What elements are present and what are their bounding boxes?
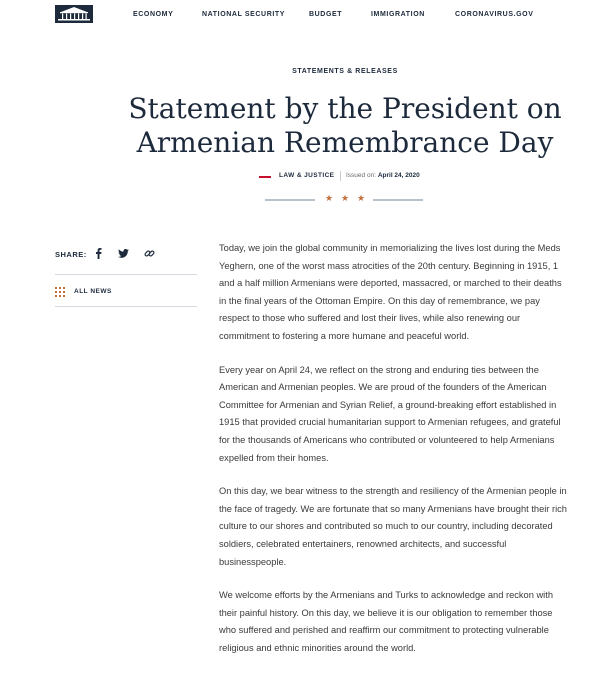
article-body — [219, 240, 571, 673]
article-paragraph: Every year on April 24, we reflect on the strong and enduring ties between the American and Armenian peoples. We are proud of the founders of the American Committee for Armenian and Syrian Relief, a ground-breaking effort established in 1915 that provided crucial humanitarian support to Armenian refugees, and grateful for the thousands of Americans who contributed or volunteered to help Armenians expelled from their homes. — [219, 364, 561, 463]
category-eyebrow[interactable]: STATEMENTS & RELEASES — [292, 68, 398, 75]
sidebar-divider — [55, 274, 197, 275]
post-meta — [0, 171, 600, 183]
white-house-logo-icon[interactable] — [55, 5, 93, 23]
nav-immigration[interactable]: IMMIGRATION — [371, 11, 425, 18]
star-icon: ★ — [325, 193, 334, 203]
issued-date — [346, 172, 420, 179]
star-icon: ★ — [357, 193, 366, 203]
issue-category-link[interactable]: LAW & JUSTICE — [279, 172, 335, 179]
article-paragraph: On this day, we bear witness to the strength and resiliency of the Armenian people in the face of tragedy. We are fortunate that so many Armenians have brought their rich culture to our shores and contributed so much to our country, including decorated soldiers, celebrated entertainers, renowned architects, and successful businesspeople. — [219, 486, 567, 567]
divider-line-right — [373, 199, 423, 201]
nav-budget[interactable]: BUDGET — [309, 11, 343, 18]
issued-date-value: April 24, 2020 — [377, 172, 420, 179]
sidebar-divider — [55, 306, 197, 307]
star-icon: ★ — [341, 193, 350, 203]
nav-coronavirus[interactable]: CORONAVIRUS.GOV — [455, 11, 534, 18]
page-title — [0, 92, 600, 160]
all-news-label: ALL NEWS — [74, 288, 112, 295]
grid-icon — [55, 287, 65, 297]
article-paragraph: Today, we join the global community in memorializing the lives lost during the Meds Yeghern, one of the worst mass atrocities of the 20th century. Beginning in 1915, 1 and a half million Armenians were deported, massacred, or marched to their deaths in the final years of the Ottoman Empire. On this day of remembrance, we pay respect to those who suffered and lost their lives, while also renewing our commitment to fostering a more humane and peaceful world. — [219, 243, 562, 341]
article-paragraph: We welcome efforts by the Armenians and Turks to acknowledge and reckon with their painful history. On this day, we believe it is our obligation to remember those who suffered and perished and reaffirm our commitment to protecting vulnerable religious and ethnic minorities around the world. — [219, 590, 554, 653]
nav-economy[interactable]: ECONOMY — [133, 11, 174, 18]
title-line-2: Armenian Remembrance Day — [136, 126, 554, 159]
facebook-icon[interactable] — [91, 246, 105, 260]
divider-line-left — [265, 199, 315, 201]
share-label: SHARE: — [55, 250, 87, 259]
issued-prefix: Issued on: — [346, 172, 378, 179]
link-icon[interactable] — [142, 246, 156, 260]
top-nav — [0, 0, 600, 28]
nav-national-security[interactable]: NATIONAL SECURITY — [202, 11, 286, 18]
red-dash-accent — [259, 176, 271, 178]
title-line-1: Statement by the President on — [128, 92, 562, 125]
twitter-icon[interactable] — [116, 246, 130, 260]
meta-separator — [340, 171, 341, 181]
star-divider — [265, 195, 425, 205]
